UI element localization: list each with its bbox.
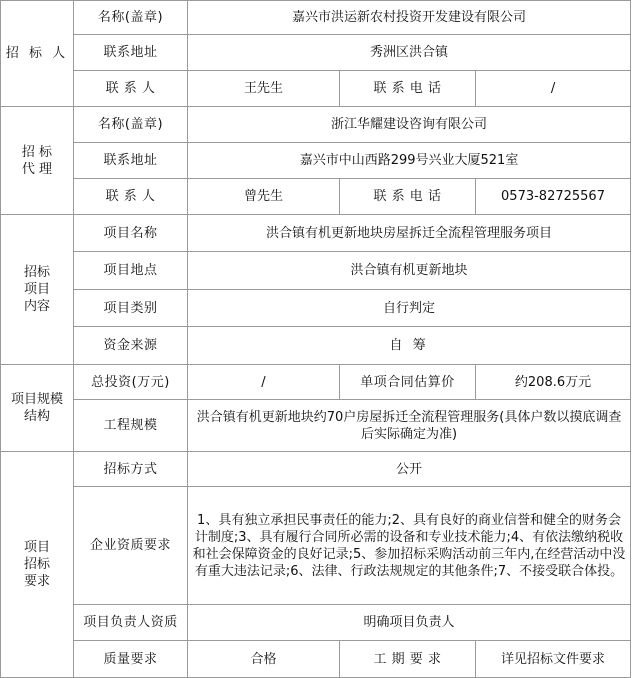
project-location-value: 洪合镇有机更新地块 [188, 252, 631, 290]
tenderer-address-value: 秀洲区洪合镇 [188, 35, 631, 71]
table-row [1, 290, 631, 327]
investment-value: / [188, 365, 340, 400]
requirements-group-label [1, 452, 74, 678]
tenderer-name-value: 嘉兴市洪运新农村投资开发建设有限公司 [188, 1, 631, 35]
project-funding-label: 资金来源 [74, 327, 188, 365]
agent-phone-value: 0573-82725567 [476, 179, 631, 215]
method-value: 公开 [188, 452, 631, 487]
manager-value: 明确项目负责人 [188, 605, 631, 641]
tenderer-contact-value: 王先生 [188, 71, 340, 107]
table-row [1, 252, 631, 290]
tenderer-address-label: 联系地址 [74, 35, 188, 71]
table-row [1, 215, 631, 252]
table-row [1, 179, 631, 215]
requirements-group-label-line2: 招标 [23, 557, 50, 572]
scope-value: 洪合镇有机更新地块约70户房屋拆迁全流程管理服务(具体户数以摸底调查后实际确定为准) [188, 400, 631, 452]
requirements-group-label-line1: 项目 [23, 540, 50, 555]
table-row [1, 107, 631, 143]
agent-name-label: 名称(盖章) [74, 107, 188, 143]
qualification-label: 企业资质要求 [74, 487, 188, 605]
scale-group-label [1, 365, 74, 452]
agent-address-label: 联系地址 [74, 143, 188, 179]
project-funding-text: 自 筹 [389, 338, 429, 353]
table-row [1, 143, 631, 179]
project-group-label-line2: 项目 [23, 282, 50, 297]
project-location-label: 项目地点 [74, 252, 188, 290]
investment-label: 总投资(万元) [74, 365, 188, 400]
project-funding-value [188, 327, 631, 365]
project-name-value: 洪合镇有机更新地块房屋拆迁全流程管理服务项目 [188, 215, 631, 252]
period-value: 详见招标文件要求 [476, 641, 631, 678]
table-row [1, 327, 631, 365]
agent-address-value: 嘉兴市中山西路299号兴业大厦521室 [188, 143, 631, 179]
quality-value: 合格 [188, 641, 340, 678]
agent-contact-label: 联 系 人 [74, 179, 188, 215]
agent-name-value: 浙江华耀建设咨询有限公司 [188, 107, 631, 143]
tenderer-name-label: 名称(盖章) [74, 1, 188, 35]
table-row [1, 35, 631, 71]
tenderer-phone-value: / [476, 71, 631, 107]
project-name-label: 项目名称 [74, 215, 188, 252]
table-row [1, 71, 631, 107]
agent-group-label [1, 107, 74, 215]
quality-label: 质量要求 [74, 641, 188, 678]
contract-estimate-value: 约208.6万元 [476, 365, 631, 400]
scale-group-label-line2: 结构 [23, 409, 50, 424]
table-row [1, 641, 631, 678]
scope-label: 工程规模 [74, 400, 188, 452]
project-category-label: 项目类别 [74, 290, 188, 327]
requirements-group-label-line3: 要求 [23, 574, 50, 589]
table-row [1, 1, 631, 35]
tenderer-phone-label: 联 系 电 话 [340, 71, 476, 107]
agent-group-label-line2: 代 理 [21, 161, 53, 177]
table-row [1, 487, 631, 605]
table-row [1, 605, 631, 641]
project-category-value: 自行判定 [188, 290, 631, 327]
tenderer-contact-label: 联 系 人 [74, 71, 188, 107]
project-group-label [1, 215, 74, 365]
qualification-value: 1、具有独立承担民事责任的能力;2、具有良好的商业信誉和健全的财务会计制度;3、具有履行合同所必需的设备和专业技术能力;4、有依法缴纳税收和社会保障资金的良好记录;5、参加招标采购活动前三年内,在经营活动中没有重大违法记录;6、法律、行政法规规定的其他条件;7、不接受联合体投。 [188, 487, 631, 605]
table-row [1, 365, 631, 400]
manager-label: 项目负责人资质 [74, 605, 188, 641]
tenderer-group-label: 招 标 人 [1, 1, 74, 107]
project-group-label-line3: 内容 [23, 299, 50, 314]
scale-group-label-line1: 项目规模 [10, 392, 63, 407]
method-label: 招标方式 [74, 452, 188, 487]
agent-contact-value: 曾先生 [188, 179, 340, 215]
contract-estimate-label: 单项合同估算价 [340, 365, 476, 400]
period-label: 工 期 要 求 [340, 641, 476, 678]
agent-phone-label: 联 系 电 话 [340, 179, 476, 215]
project-group-label-line1: 招标 [23, 265, 50, 280]
table-row [1, 452, 631, 487]
agent-group-label-line1: 招 标 [21, 144, 53, 160]
table-row [1, 400, 631, 452]
